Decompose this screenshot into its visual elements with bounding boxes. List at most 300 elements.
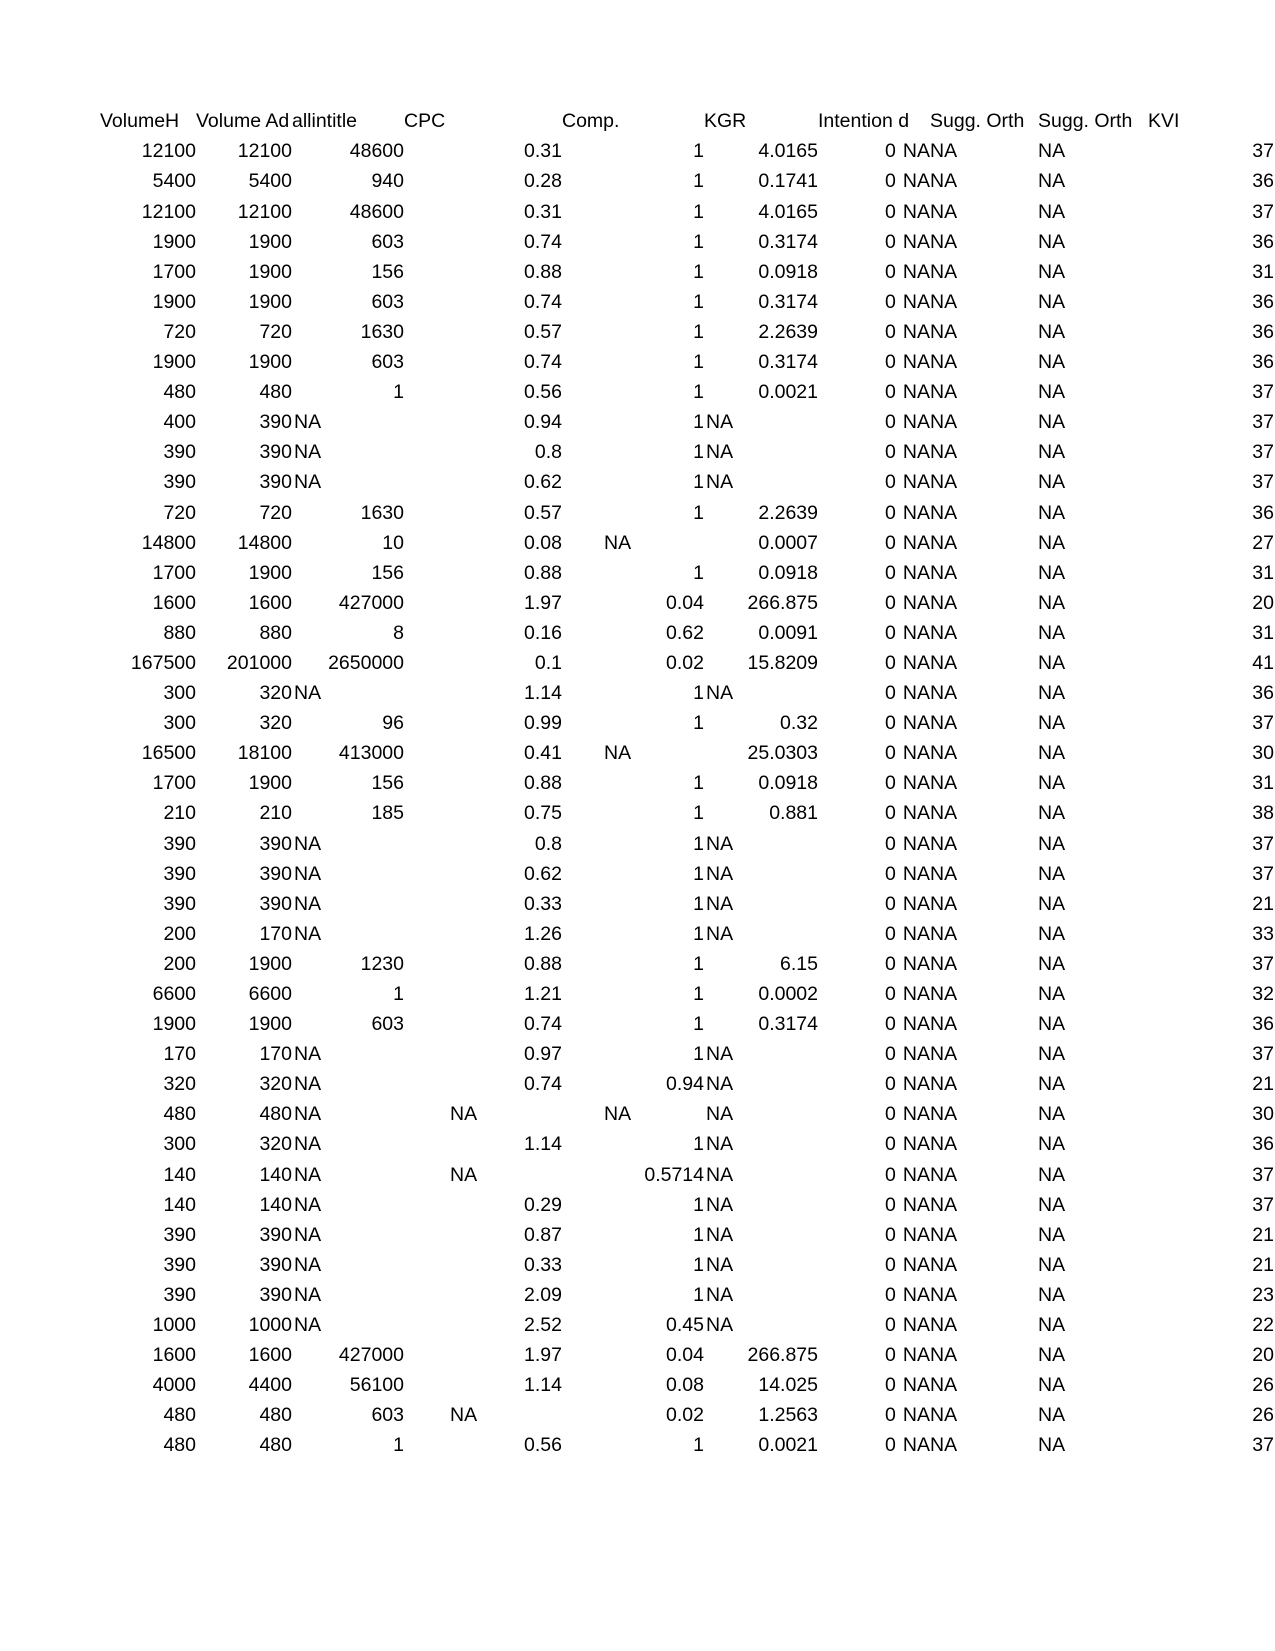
cell-sugg-orth-1[interactable]: NA [930, 892, 958, 915]
cell-allintitle[interactable]: NA [294, 1253, 322, 1276]
cell-volumeh[interactable]: 16500 [141, 742, 196, 765]
cell-intention[interactable] [818, 468, 930, 498]
column-header-allintitle[interactable]: allintitle [292, 110, 358, 133]
cell-allintitle[interactable]: 940 [371, 170, 404, 193]
cell-volume-ad[interactable]: 4400 [248, 1374, 292, 1397]
cell-kgr[interactable]: 4.0165 [758, 200, 818, 223]
cell-allintitle[interactable]: NA [294, 1073, 322, 1096]
cell-volumeh[interactable]: 720 [163, 320, 196, 343]
cell-sugg-orth-2[interactable]: NA [1038, 1223, 1066, 1246]
cell-sugg-orth-2[interactable]: NA [1038, 501, 1066, 524]
cell-kvi[interactable]: 37 [1252, 712, 1274, 735]
cell-volume-ad[interactable]: 1900 [248, 290, 292, 313]
cell-comp[interactable]: NA [604, 1103, 632, 1126]
cell-allintitle[interactable]: 1630 [360, 501, 404, 524]
cell-kgr[interactable]: 0.0091 [758, 621, 818, 644]
cell-sugg-orth-2[interactable]: NA [1038, 1073, 1066, 1096]
cell-sugg-orth-1[interactable]: NA [930, 290, 958, 313]
cell-kgr[interactable]: NA [706, 1253, 734, 1276]
cell-volumeh[interactable]: 1900 [152, 290, 196, 313]
cell-comp[interactable]: 1 [693, 170, 704, 193]
cell-intention[interactable] [818, 378, 930, 408]
column-header-sugg-orth-2[interactable]: Sugg. Orth [1038, 110, 1133, 133]
cell-intention[interactable] [818, 498, 930, 528]
cell-comp[interactable]: 1 [693, 892, 704, 915]
cell-kvi[interactable]: 37 [1252, 441, 1274, 464]
cell-cpc[interactable]: 0.99 [524, 712, 562, 735]
cell-volumeh[interactable]: 140 [163, 1163, 196, 1186]
column-header-intention[interactable]: Intention d [818, 110, 910, 133]
cell-sugg-orth-1[interactable]: NA [930, 170, 958, 193]
cell-sugg-orth-1[interactable]: NA [930, 922, 958, 945]
cell-allintitle[interactable]: NA [294, 1043, 322, 1066]
cell-intention[interactable] [818, 1160, 930, 1190]
cell-sugg-orth-1[interactable]: NA [930, 802, 958, 825]
cell-sugg-orth-2[interactable]: NA [1038, 1374, 1066, 1397]
cell-comp[interactable]: 1 [693, 561, 704, 584]
cell-cpc[interactable]: 0.28 [524, 170, 562, 193]
cell-volumeh[interactable]: 720 [163, 501, 196, 524]
cell-cpc[interactable]: NA [450, 1103, 478, 1126]
cell-cpc[interactable]: 0.1 [534, 651, 562, 674]
cell-cpc[interactable]: 0.88 [524, 952, 562, 975]
cell-volume-ad[interactable]: 480 [259, 1404, 292, 1427]
column-header-comp[interactable]: Comp. [562, 110, 620, 133]
cell-volumeh[interactable]: 4000 [152, 1374, 196, 1397]
cell-allintitle[interactable]: 1230 [360, 952, 404, 975]
cell-intention[interactable] [818, 679, 930, 709]
cell-allintitle[interactable]: 1 [393, 1434, 404, 1457]
cell-comp[interactable]: 1 [693, 411, 704, 434]
cell-sugg-orth-2[interactable]: NA [1038, 712, 1066, 735]
cell-sugg-orth-1[interactable]: NA [930, 140, 958, 163]
cell-kvi[interactable]: 41 [1252, 651, 1274, 674]
cell-volumeh[interactable]: 390 [163, 441, 196, 464]
cell-cpc[interactable]: 0.8 [534, 832, 562, 855]
cell-volumeh[interactable]: 210 [163, 802, 196, 825]
cell-sugg-orth-1[interactable]: NA [930, 1344, 958, 1367]
cell-intention[interactable] [818, 859, 930, 889]
cell-kgr[interactable]: NA [706, 862, 734, 885]
cell-allintitle[interactable]: 10 [382, 531, 404, 554]
cell-intention[interactable] [818, 589, 930, 619]
cell-sugg-orth-1[interactable]: NA [930, 501, 958, 524]
cell-allintitle[interactable]: 2650000 [328, 651, 404, 674]
cell-volumeh[interactable]: 170 [163, 1043, 196, 1066]
cell-sugg-orth-1[interactable]: NA [930, 712, 958, 735]
cell-comp[interactable]: NA [604, 742, 632, 765]
cell-comp[interactable]: 1 [693, 1223, 704, 1246]
cell-cpc[interactable]: 0.74 [524, 290, 562, 313]
cell-allintitle[interactable]: NA [294, 471, 322, 494]
cell-kvi[interactable]: 36 [1252, 1013, 1274, 1036]
cell-volume-ad[interactable]: 320 [259, 1073, 292, 1096]
cell-volume-ad[interactable]: 140 [259, 1193, 292, 1216]
column-header-cpc[interactable]: CPC [404, 110, 446, 133]
cell-kvi[interactable]: 31 [1252, 772, 1274, 795]
cell-sugg-orth-1[interactable]: NA [930, 983, 958, 1006]
cell-intention[interactable] [818, 1341, 930, 1371]
cell-comp[interactable]: 1 [693, 1133, 704, 1156]
cell-intention[interactable] [818, 348, 930, 378]
cell-sugg-orth-2[interactable]: NA [1038, 381, 1066, 404]
cell-comp[interactable]: 1 [693, 1434, 704, 1457]
cell-sugg-orth-1[interactable]: NA [930, 1253, 958, 1276]
cell-comp[interactable]: 1 [693, 772, 704, 795]
cell-sugg-orth-1[interactable]: NA [930, 952, 958, 975]
cell-volume-ad[interactable]: 720 [259, 320, 292, 343]
cell-comp[interactable]: 0.02 [666, 1404, 704, 1427]
cell-volumeh[interactable]: 300 [163, 1133, 196, 1156]
cell-volume-ad[interactable]: 1900 [248, 1013, 292, 1036]
cell-kgr[interactable]: 0.0007 [758, 531, 818, 554]
cell-volumeh[interactable]: 390 [163, 471, 196, 494]
cell-comp[interactable]: 1 [693, 471, 704, 494]
cell-allintitle[interactable]: NA [294, 1163, 322, 1186]
cell-comp[interactable]: 0.94 [666, 1073, 704, 1096]
cell-volumeh[interactable]: 390 [163, 862, 196, 885]
cell-volumeh[interactable]: 390 [163, 1223, 196, 1246]
cell-cpc[interactable]: 0.8 [534, 441, 562, 464]
cell-allintitle[interactable]: 603 [371, 290, 404, 313]
cell-volumeh[interactable]: 14800 [141, 531, 196, 554]
cell-sugg-orth-2[interactable]: NA [1038, 260, 1066, 283]
cell-volumeh[interactable]: 1700 [152, 772, 196, 795]
cell-intention[interactable] [818, 739, 930, 769]
cell-volume-ad[interactable]: 390 [259, 411, 292, 434]
cell-kgr[interactable]: NA [706, 1043, 734, 1066]
cell-volume-ad[interactable]: 480 [259, 1103, 292, 1126]
cell-kvi[interactable]: 30 [1252, 1103, 1274, 1126]
cell-intention[interactable] [818, 709, 930, 739]
cell-sugg-orth-1[interactable]: NA [930, 260, 958, 283]
cell-sugg-orth-1[interactable]: NA [930, 772, 958, 795]
cell-sugg-orth-1[interactable]: NA [930, 832, 958, 855]
cell-cpc[interactable]: 0.74 [524, 1073, 562, 1096]
cell-kgr[interactable]: 0.3174 [758, 230, 818, 253]
cell-comp[interactable]: 1 [693, 682, 704, 705]
cell-volumeh[interactable]: 6600 [152, 983, 196, 1006]
cell-allintitle[interactable]: 603 [371, 351, 404, 374]
cell-intention[interactable] [818, 920, 930, 950]
cell-cpc[interactable]: 1.14 [524, 1133, 562, 1156]
cell-kgr[interactable]: 266.875 [747, 591, 818, 614]
cell-volumeh[interactable]: 140 [163, 1193, 196, 1216]
cell-cpc[interactable]: 0.88 [524, 561, 562, 584]
cell-cpc[interactable]: 0.87 [524, 1223, 562, 1246]
cell-kvi[interactable]: 30 [1252, 742, 1274, 765]
cell-kgr[interactable]: 15.8209 [747, 651, 818, 674]
cell-kvi[interactable]: 37 [1252, 1434, 1274, 1457]
cell-cpc[interactable]: 0.33 [524, 892, 562, 915]
cell-comp[interactable]: 0.04 [666, 1344, 704, 1367]
cell-volumeh[interactable]: 1900 [152, 230, 196, 253]
cell-volumeh[interactable]: 1600 [152, 591, 196, 614]
cell-sugg-orth-1[interactable]: NA [930, 411, 958, 434]
cell-sugg-orth-1[interactable]: NA [930, 1163, 958, 1186]
cell-comp[interactable]: 0.08 [666, 1374, 704, 1397]
cell-kvi[interactable]: 36 [1252, 320, 1274, 343]
cell-comp[interactable]: 1 [693, 441, 704, 464]
column-header-kvi[interactable]: KVI [1148, 110, 1180, 133]
cell-comp[interactable]: 0.02 [666, 651, 704, 674]
cell-cpc[interactable]: 0.56 [524, 1434, 562, 1457]
cell-allintitle[interactable]: 1 [393, 983, 404, 1006]
cell-volumeh[interactable]: 5400 [152, 170, 196, 193]
cell-intention[interactable] [818, 1040, 930, 1070]
cell-sugg-orth-1[interactable]: NA [930, 561, 958, 584]
cell-comp[interactable]: 1 [693, 290, 704, 313]
cell-sugg-orth-1[interactable]: NA [930, 591, 958, 614]
cell-sugg-orth-2[interactable]: NA [1038, 1163, 1066, 1186]
cell-kgr[interactable]: NA [706, 892, 734, 915]
cell-intention[interactable] [818, 1251, 930, 1281]
cell-volume-ad[interactable]: 320 [259, 1133, 292, 1156]
cell-volumeh[interactable]: 880 [163, 621, 196, 644]
cell-volume-ad[interactable]: 390 [259, 892, 292, 915]
cell-volumeh[interactable]: 480 [163, 1434, 196, 1457]
cell-sugg-orth-2[interactable]: NA [1038, 742, 1066, 765]
cell-kvi[interactable]: 36 [1252, 501, 1274, 524]
cell-volumeh[interactable]: 320 [163, 1073, 196, 1096]
cell-sugg-orth-2[interactable]: NA [1038, 230, 1066, 253]
cell-cpc[interactable]: 0.74 [524, 1013, 562, 1036]
cell-allintitle[interactable]: 96 [382, 712, 404, 735]
cell-allintitle[interactable]: 1 [393, 381, 404, 404]
cell-kgr[interactable]: 0.3174 [758, 1013, 818, 1036]
column-header-kgr[interactable]: KGR [704, 110, 747, 133]
cell-sugg-orth-2[interactable]: NA [1038, 952, 1066, 975]
cell-volumeh[interactable]: 200 [163, 922, 196, 945]
cell-intention[interactable] [818, 197, 930, 227]
cell-sugg-orth-1[interactable]: NA [930, 1103, 958, 1126]
cell-kgr[interactable]: 0.0002 [758, 983, 818, 1006]
cell-sugg-orth-1[interactable]: NA [930, 320, 958, 343]
cell-intention[interactable] [818, 799, 930, 829]
cell-sugg-orth-2[interactable]: NA [1038, 170, 1066, 193]
cell-cpc[interactable]: 1.97 [524, 591, 562, 614]
cell-volume-ad[interactable]: 390 [259, 471, 292, 494]
cell-cpc[interactable]: 0.31 [524, 140, 562, 163]
cell-comp[interactable]: 1 [693, 832, 704, 855]
cell-volumeh[interactable]: 400 [163, 411, 196, 434]
cell-volume-ad[interactable]: 390 [259, 832, 292, 855]
cell-sugg-orth-1[interactable]: NA [930, 531, 958, 554]
cell-kvi[interactable]: 37 [1252, 411, 1274, 434]
cell-intention[interactable] [818, 558, 930, 588]
cell-kvi[interactable]: 36 [1252, 290, 1274, 313]
cell-intention[interactable] [818, 889, 930, 919]
cell-comp[interactable]: 1 [693, 712, 704, 735]
cell-volumeh[interactable]: 1900 [152, 351, 196, 374]
cell-volume-ad[interactable]: 14800 [237, 531, 292, 554]
cell-sugg-orth-1[interactable]: NA [930, 742, 958, 765]
cell-volume-ad[interactable]: 210 [259, 802, 292, 825]
cell-sugg-orth-2[interactable]: NA [1038, 1404, 1066, 1427]
cell-allintitle[interactable]: 1630 [360, 320, 404, 343]
cell-kgr[interactable]: NA [706, 1073, 734, 1096]
cell-kgr[interactable]: 0.1741 [758, 170, 818, 193]
cell-volumeh[interactable]: 12100 [141, 200, 196, 223]
cell-kgr[interactable]: 0.0918 [758, 772, 818, 795]
cell-allintitle[interactable]: NA [294, 411, 322, 434]
cell-allintitle[interactable]: NA [294, 1133, 322, 1156]
cell-kgr[interactable]: NA [706, 1314, 734, 1337]
cell-cpc[interactable]: 1.97 [524, 1344, 562, 1367]
cell-volumeh[interactable]: 167500 [130, 651, 196, 674]
cell-kgr[interactable]: 6.15 [780, 952, 818, 975]
cell-kvi[interactable]: 37 [1252, 832, 1274, 855]
cell-kvi[interactable]: 23 [1252, 1283, 1274, 1306]
cell-intention[interactable] [818, 408, 930, 438]
cell-intention[interactable] [818, 649, 930, 679]
cell-comp[interactable]: 1 [693, 922, 704, 945]
cell-volume-ad[interactable]: 170 [259, 1043, 292, 1066]
cell-comp[interactable]: 1 [693, 1043, 704, 1066]
cell-volume-ad[interactable]: 480 [259, 1434, 292, 1457]
cell-volume-ad[interactable]: 390 [259, 862, 292, 885]
cell-intention[interactable] [818, 257, 930, 287]
cell-allintitle[interactable]: NA [294, 922, 322, 945]
cell-cpc[interactable]: 0.33 [524, 1253, 562, 1276]
cell-volumeh[interactable]: 480 [163, 381, 196, 404]
cell-volume-ad[interactable]: 170 [259, 922, 292, 945]
cell-volume-ad[interactable]: 720 [259, 501, 292, 524]
cell-comp[interactable]: 1 [693, 1283, 704, 1306]
cell-volume-ad[interactable]: 1600 [248, 591, 292, 614]
cell-intention[interactable] [818, 1401, 930, 1431]
cell-kvi[interactable]: 37 [1252, 1193, 1274, 1216]
cell-sugg-orth-2[interactable]: NA [1038, 561, 1066, 584]
cell-comp[interactable]: 1 [693, 862, 704, 885]
cell-sugg-orth-2[interactable]: NA [1038, 682, 1066, 705]
cell-kgr[interactable]: 0.881 [769, 802, 818, 825]
cell-kvi[interactable]: 36 [1252, 170, 1274, 193]
cell-kgr[interactable]: 2.2639 [758, 320, 818, 343]
cell-cpc[interactable]: 1.26 [524, 922, 562, 945]
cell-sugg-orth-2[interactable]: NA [1038, 1013, 1066, 1036]
cell-kvi[interactable]: 21 [1252, 1073, 1274, 1096]
cell-intention[interactable] [818, 829, 930, 859]
cell-volume-ad[interactable]: 320 [259, 682, 292, 705]
cell-sugg-orth-2[interactable]: NA [1038, 1253, 1066, 1276]
cell-kgr[interactable]: 25.0303 [747, 742, 818, 765]
cell-allintitle[interactable]: NA [294, 682, 322, 705]
cell-kvi[interactable]: 38 [1252, 802, 1274, 825]
cell-volumeh[interactable]: 1700 [152, 561, 196, 584]
cell-volumeh[interactable]: 480 [163, 1103, 196, 1126]
cell-sugg-orth-2[interactable]: NA [1038, 832, 1066, 855]
cell-cpc[interactable]: 0.31 [524, 200, 562, 223]
cell-kvi[interactable]: 37 [1252, 471, 1274, 494]
cell-sugg-orth-2[interactable]: NA [1038, 140, 1066, 163]
cell-sugg-orth-2[interactable]: NA [1038, 320, 1066, 343]
cell-allintitle[interactable]: 8 [393, 621, 404, 644]
cell-cpc[interactable]: 0.62 [524, 862, 562, 885]
cell-sugg-orth-2[interactable]: NA [1038, 471, 1066, 494]
cell-comp[interactable]: 1 [693, 1193, 704, 1216]
cell-volume-ad[interactable]: 880 [259, 621, 292, 644]
cell-intention[interactable] [818, 619, 930, 649]
cell-kgr[interactable]: NA [706, 682, 734, 705]
column-header-volume-ad[interactable]: Volume Ad [196, 110, 290, 133]
cell-volume-ad[interactable]: 5400 [248, 170, 292, 193]
cell-kgr[interactable]: 4.0165 [758, 140, 818, 163]
cell-volume-ad[interactable]: 201000 [226, 651, 292, 674]
cell-sugg-orth-1[interactable]: NA [930, 1314, 958, 1337]
cell-sugg-orth-1[interactable]: NA [930, 651, 958, 674]
cell-allintitle[interactable]: 185 [371, 802, 404, 825]
cell-kgr[interactable]: NA [706, 1223, 734, 1246]
cell-allintitle[interactable]: 156 [371, 260, 404, 283]
cell-kvi[interactable]: 36 [1252, 351, 1274, 374]
cell-comp[interactable]: 1 [693, 381, 704, 404]
cell-cpc[interactable]: 0.57 [524, 501, 562, 524]
cell-volumeh[interactable]: 1000 [152, 1314, 196, 1337]
cell-kvi[interactable]: 31 [1252, 260, 1274, 283]
cell-sugg-orth-1[interactable]: NA [930, 441, 958, 464]
cell-comp[interactable]: 1 [693, 1013, 704, 1036]
cell-sugg-orth-1[interactable]: NA [930, 351, 958, 374]
cell-cpc[interactable]: 2.09 [524, 1283, 562, 1306]
cell-allintitle[interactable]: NA [294, 1193, 322, 1216]
cell-volume-ad[interactable]: 12100 [237, 140, 292, 163]
cell-kgr[interactable]: NA [706, 1133, 734, 1156]
cell-intention[interactable] [818, 1100, 930, 1130]
cell-cpc[interactable]: 0.62 [524, 471, 562, 494]
cell-sugg-orth-2[interactable]: NA [1038, 1043, 1066, 1066]
cell-comp[interactable]: 1 [693, 952, 704, 975]
cell-cpc[interactable]: 0.41 [524, 742, 562, 765]
cell-intention[interactable] [818, 318, 930, 348]
cell-intention[interactable] [818, 1130, 930, 1160]
cell-volume-ad[interactable]: 390 [259, 441, 292, 464]
cell-sugg-orth-1[interactable]: NA [930, 1374, 958, 1397]
cell-sugg-orth-1[interactable]: NA [930, 1434, 958, 1457]
cell-sugg-orth-2[interactable]: NA [1038, 621, 1066, 644]
cell-sugg-orth-1[interactable]: NA [930, 471, 958, 494]
cell-volumeh[interactable]: 390 [163, 892, 196, 915]
cell-kgr[interactable]: NA [706, 441, 734, 464]
cell-sugg-orth-2[interactable]: NA [1038, 1193, 1066, 1216]
cell-kvi[interactable]: 37 [1252, 200, 1274, 223]
cell-volumeh[interactable]: 300 [163, 682, 196, 705]
cell-intention[interactable] [818, 1371, 930, 1401]
cell-intention[interactable] [818, 1190, 930, 1220]
cell-kvi[interactable]: 20 [1252, 591, 1274, 614]
cell-comp[interactable]: 1 [693, 200, 704, 223]
cell-kgr[interactable]: 0.32 [780, 712, 818, 735]
cell-allintitle[interactable]: 48600 [349, 140, 404, 163]
cell-sugg-orth-1[interactable]: NA [930, 1043, 958, 1066]
cell-cpc[interactable]: NA [450, 1163, 478, 1186]
cell-intention[interactable] [818, 1220, 930, 1250]
cell-allintitle[interactable]: 156 [371, 561, 404, 584]
cell-sugg-orth-1[interactable]: NA [930, 1013, 958, 1036]
cell-sugg-orth-2[interactable]: NA [1038, 1283, 1066, 1306]
cell-cpc[interactable]: 0.74 [524, 230, 562, 253]
cell-sugg-orth-2[interactable]: NA [1038, 772, 1066, 795]
cell-volumeh[interactable]: 300 [163, 712, 196, 735]
cell-kvi[interactable]: 37 [1252, 381, 1274, 404]
cell-comp[interactable]: 0.04 [666, 591, 704, 614]
cell-volume-ad[interactable]: 390 [259, 1253, 292, 1276]
cell-sugg-orth-2[interactable]: NA [1038, 200, 1066, 223]
cell-cpc[interactable]: NA [450, 1404, 478, 1427]
cell-cpc[interactable]: 0.74 [524, 351, 562, 374]
cell-volume-ad[interactable]: 1000 [248, 1314, 292, 1337]
cell-volume-ad[interactable]: 1900 [248, 952, 292, 975]
